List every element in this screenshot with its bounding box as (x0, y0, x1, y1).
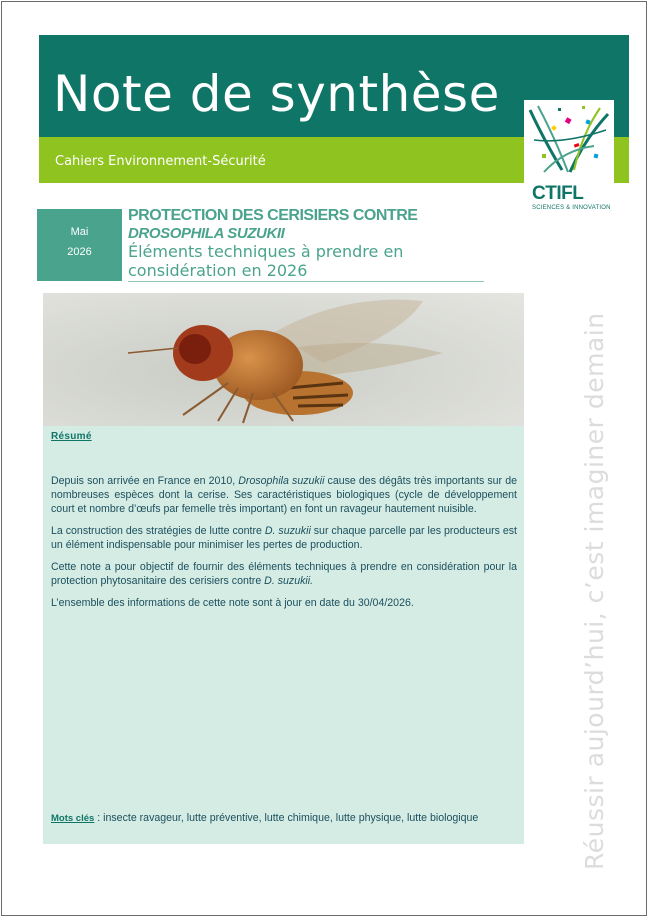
species-name: D. suzukii. (264, 575, 314, 587)
heading-line-2: DROSOPHILA SUZUKII (128, 225, 285, 242)
heading-line-1: PROTECTION DES CERISIERS CONTRE (128, 207, 418, 224)
summary-paragraph-1 (51, 474, 517, 516)
summary-label: Résumé (51, 431, 92, 442)
keywords-line (51, 812, 517, 824)
summary-p1-text: Depuis son arrivée en France en 2010, (51, 475, 239, 487)
document-heading (128, 207, 484, 282)
species-name: Drosophila suzukii (238, 475, 325, 487)
keywords-values: insecte ravageur, lutte préventive, lutte chimique, lutte physique, lutte biologique (103, 812, 479, 824)
logo-wordmark: CTIFL (532, 183, 584, 204)
vertical-slogan: Réussir aujourd’hui, c’est imaginer demain (580, 312, 609, 870)
summary-panel (43, 426, 524, 844)
keywords-separator: : (94, 812, 104, 824)
summary-p1-text-end: cause des dégâts très importants sur de nombreuses espèces dont la cerise. Ses caractéristiques biologiques (cycle de développement court et nombre d’œufs par femelle très important) en font un ravageur hautement nuisible. (51, 475, 517, 515)
heading-subtitle: Éléments techniques à prendre en considération en 2026 (128, 242, 404, 280)
fly-illustration (43, 293, 524, 426)
date-year: 2026 (67, 246, 92, 258)
date-month: Mai (70, 226, 89, 238)
summary-p2-text-end: sur chaque parcelle par les producteurs est un élément indispensable pour minimiser les pertes de production. (51, 525, 517, 551)
ctifl-logo (524, 100, 614, 218)
date-badge (37, 209, 122, 281)
page-title: Note de synthèse (53, 65, 500, 123)
ctifl-logo-icon (524, 100, 614, 184)
summary-body (51, 474, 517, 618)
species-name: D. suzukii (264, 525, 311, 537)
logo-tagline: SCIENCES & INNOVATION (532, 205, 611, 211)
drosophila-fly-photo (43, 293, 524, 426)
series-subtitle: Cahiers Environnement-Sécurité (55, 154, 266, 169)
summary-p2-text: La construction des stratégies de lutte contre (51, 525, 265, 537)
summary-paragraph-3 (51, 560, 517, 588)
summary-paragraph-4: L’ensemble des informations de cette note sont à jour en date du 30/04/2026. (51, 597, 414, 609)
summary-p3-text: Cette note a pour objectif de fournir des éléments techniques à prendre en considération pour la protection phytosanitaire des cerisiers contre (51, 561, 517, 587)
summary-paragraph-2 (51, 524, 517, 552)
keywords-label: Mots clés (51, 813, 95, 824)
